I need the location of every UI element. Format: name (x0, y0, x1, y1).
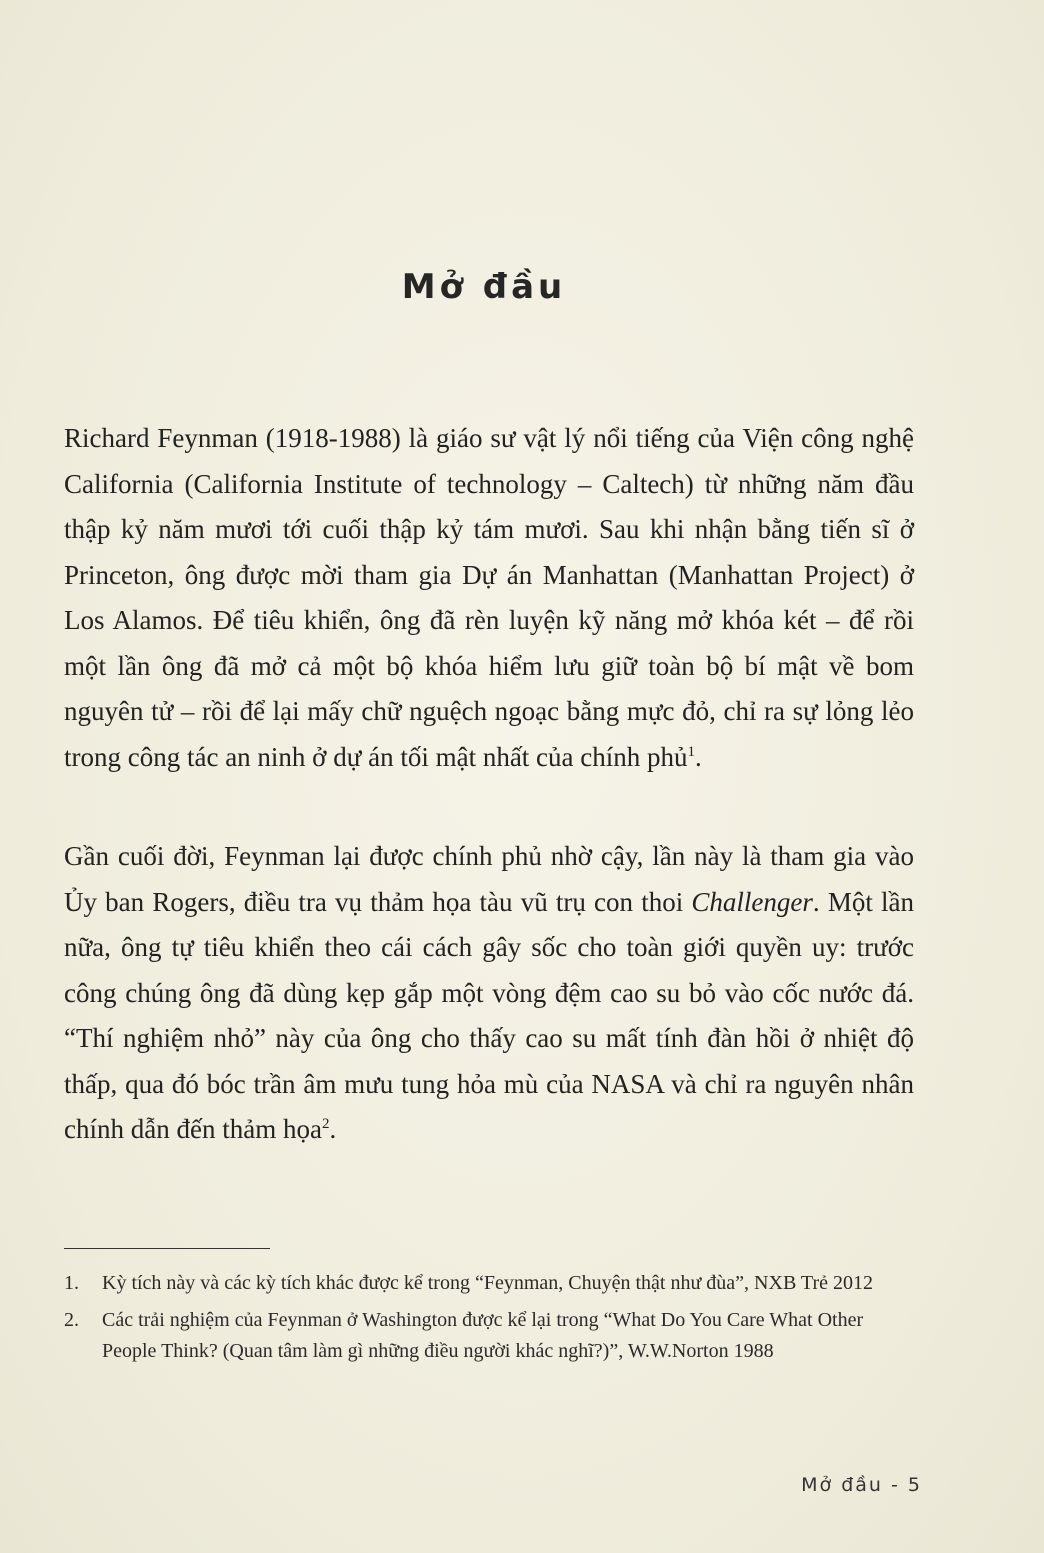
page-footer (801, 1474, 922, 1496)
footnote-2-text: Các trải nghiệm của Feynman ở Washington được kể lại trong “What Do You Care What Other People Think? (Quan tâm làm gì những điều người khác nghĩ?)”, W.W.Norton 1988 (102, 1309, 864, 1362)
footnote-divider (64, 1248, 270, 1249)
footer-separator: - (891, 1474, 900, 1496)
paragraph-2-end: . (329, 1114, 337, 1144)
paragraph-1-text: Richard Feynman (1918-1988) là giáo sư vật lý nổi tiếng của Viện công nghệ California (California Institute of technology – Caltech) từ những năm đầu thập kỷ năm mươi tới cuối thập kỷ tám mươi. Sau khi nhận bằng tiến sĩ ở Princeton, ông được mời tham gia Dự án Manhattan (Manhattan Project) ở Los Alamos. Để tiêu khiển, ông đã rèn luyện kỹ năng mở khóa két – để rồi một lần ông đã mở cả một bộ khóa hiểm lưu giữ toàn bộ bí mật về bom nguyên tử – rồi để lại mấy chữ nguệch ngoạc bằng mực đỏ, chỉ ra sự lỏng lẻo trong công tác an ninh ở dự án tối mật nhất của chính phủ (64, 423, 914, 772)
paragraph-1 (64, 416, 914, 780)
footnotes (64, 1268, 920, 1373)
paragraph-2-text-after: . Một lần nữa, ông tự tiêu khiển theo cái cách gây sốc cho toàn giới quyền uy: trước công chúng ông đã dùng kẹp gắp một vòng đệm cao su bỏ vào cốc nước đá. “Thí nghiệm nhỏ” này của ông cho thấy cao su mất tính đàn hồi ở nhiệt độ thấp, qua đó bóc trần âm mưu tung hỏa mù của NASA và chỉ ra nguyên nhân chính dẫn đến thảm họa (64, 886, 915, 1144)
footnote-ref-2[interactable]: 2 (321, 1116, 330, 1132)
challenger-italic: Challenger (691, 886, 813, 917)
paragraph-2 (64, 834, 914, 1153)
paragraph-1-end: . (695, 741, 702, 772)
footnote-2-number: 2. (64, 1309, 79, 1331)
footnote-2 (64, 1305, 920, 1367)
paragraph-2-text-before: Gần cuối đời, Feynman lại được chính phủ nhờ cậy, lần này là tham gia vào Ủy ban Rogers, điều tra vụ thảm họa tàu vũ trụ con thoi (64, 841, 914, 917)
footnote-ref-1[interactable]: 1 (687, 743, 696, 760)
footnote-1-text: Kỳ tích này và các kỳ tích khác được kể trong “Feynman, Chuyện thật như đùa”, NXB Trẻ 2012 (102, 1272, 873, 1294)
page-number: 5 (907, 1474, 922, 1496)
footnote-1 (64, 1268, 920, 1299)
running-title: Mở đầu (801, 1474, 883, 1496)
chapter-title: Mở đầu (401, 266, 567, 307)
footnote-1-number: 1. (64, 1272, 79, 1294)
